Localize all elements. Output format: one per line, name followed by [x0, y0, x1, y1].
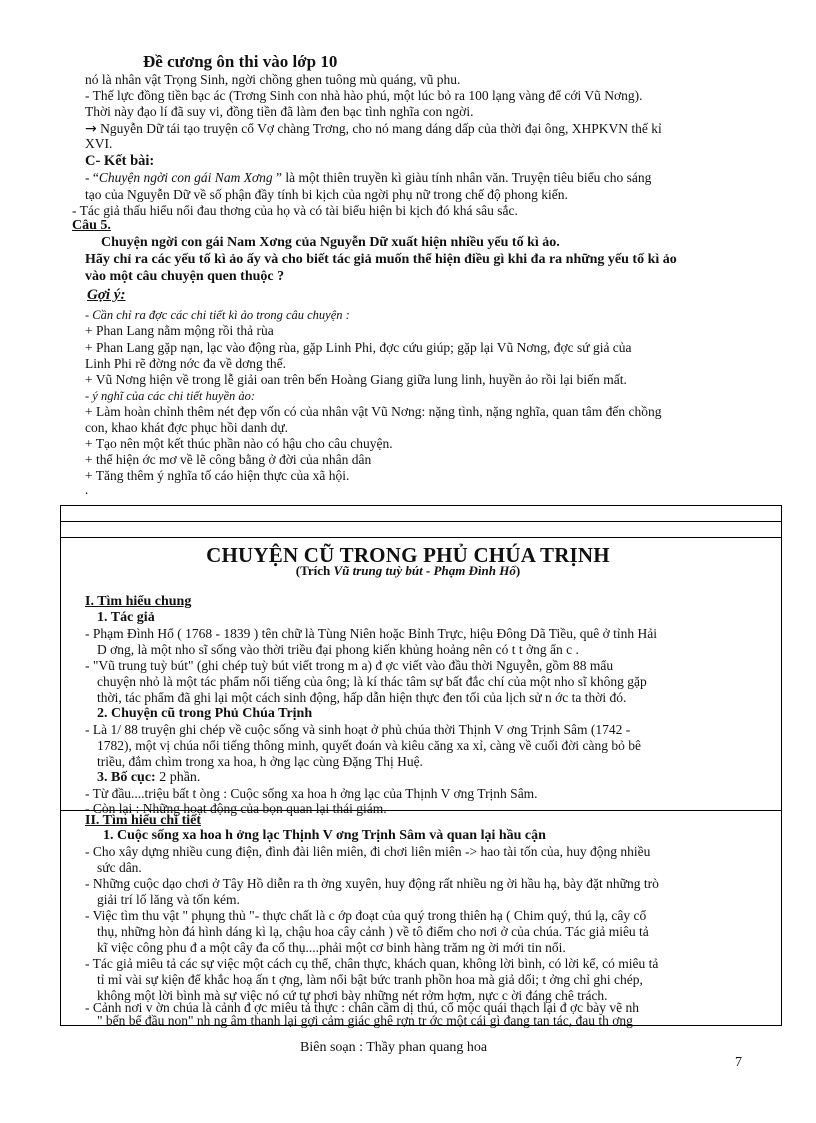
- question-text: Chuyện ngời con gái Nam Xơng của Nguyễn Dữ xuất hiện nhiều yếu tố kì ảo.: [101, 235, 560, 250]
- question-text: Hãy chỉ ra các yếu tố kì ảo ấy và cho biết tác giả muốn thể hiện điều gì khi đa ra những yếu tố kì ảo: [85, 252, 677, 267]
- text-line: - "Vũ trung tuỳ bút" (ghi chép tuỳ bút viết trong m a) đ ợc viết vào đầu thời Nguyễn, gồm 88 mẩu: [85, 658, 614, 673]
- text-line: - Còn lại : Những hoạt động của bọn quan lại thái giám.: [85, 801, 387, 816]
- subsection-heading: 3. Bố cục: 2 phần.: [97, 770, 201, 785]
- text-line: con, khao khát đợc phục hồi danh dự.: [85, 420, 289, 435]
- arrow-icon: →: [85, 121, 97, 137]
- text-line: 1782), một vị chúa nổi tiếng thông minh, quyết đoán và kiêu căng xa xỉ, càng về cuối đời càng bỏ bê: [97, 738, 642, 753]
- text-line: - Phạm Đình Hổ ( 1768 - 1839 ) tên chữ là Tùng Niên hoặc Bỉnh Trực, hiệu Đông Dã Tiều, quê ở tỉnh Hải: [85, 626, 657, 641]
- text-line: kĩ việc công phu đ a một cây đa cổ thụ....phải một cơ binh hàng trăm ng ời mới tin nổi.: [97, 940, 566, 955]
- text-line: nó là nhân vật Trọng Sinh, ngời chồng ghen tuông mù quáng, vũ phu.: [85, 72, 461, 87]
- text-line: + Phan Lang gặp nạn, lạc vào động rùa, gặp Linh Phi, đợc cứu giúp; gặp lại Vũ Nơng, đợc sứ giả của: [85, 340, 632, 355]
- text-line: " bến bể đầu non" nh ng âm thanh lại gợi cảm giác ghê rợn tr ớc một cái gì đang tan tác, đau th ơng: [97, 1013, 633, 1028]
- text-line: → Nguyễn Dữ tái tạo truyện cổ Vợ chàng Trơng, cho nó mang dáng dấp của thời đại ông, XHPKVN thế kỉ: [85, 121, 662, 137]
- text-line: Thời này đạo lí đã suy vi, đồng tiền đã làm đen bạc tình nghĩa con ngời.: [85, 104, 474, 119]
- table-divider: [60, 521, 782, 522]
- text-line: + thể hiện ớc mơ về lẽ công bằng ở đời của nhân dân: [85, 452, 372, 467]
- subsection-heading: 2. Chuyện cũ trong Phủ Chúa Trịnh: [97, 706, 313, 721]
- text-line: - Cần chỉ ra đợc các chi tiết kì ảo trong câu chuyện :: [85, 308, 350, 322]
- text-line: - Tác giả thấu hiểu nổi đau thơng của họ và có tài biểu hiện bi kịch đó khá sâu sắc.: [72, 203, 518, 218]
- text-line: - Là 1/ 88 truyện ghi chép về cuộc sống và sinh hoạt ở phủ chúa thời Thịnh V ơng Trịnh Sâm (1742 -: [85, 722, 631, 737]
- lesson-subtitle: (Trích Vũ trung tuỳ bút - Phạm Đình Hổ): [295, 563, 521, 578]
- section-heading: II. Tìm hiểu chi tiết: [85, 813, 202, 828]
- subsection-heading: 1. Tác giả: [97, 610, 155, 625]
- text-line: D ơng, là một nho sĩ sống vào thời triều đại phong kiến khủng hoảng nên có t t ởng ẩn c .: [97, 642, 579, 657]
- page-header: Đề cương ôn thi vào lớp 10: [143, 52, 338, 71]
- text-line: - Từ đầu....triệu bất t òng : Cuộc sống xa hoa h ởng lạc của Thịnh V ơng Trịnh Sâm.: [85, 786, 538, 801]
- text-line: chuyện nhỏ là một tác phẩm nổi tiếng của ông; là kí thác tâm sự bất đắc chí của một nho sĩ không gặp: [97, 674, 647, 689]
- subsection-heading: 1. Cuộc sống xa hoa h ởng lạc Thịnh V ơng Trịnh Sâm và quan lại hầu cận: [103, 828, 546, 843]
- section-heading: I. Tìm hiểu chung: [85, 594, 192, 609]
- text-line: - ý nghĩ của các chi tiết huyền ảo:: [85, 389, 256, 403]
- page-number: 7: [735, 1055, 742, 1070]
- footer-credit: Biên soạn : Thầy phan quang hoa: [300, 1040, 488, 1055]
- text-line: sức dân.: [97, 860, 142, 875]
- text-line: + Làm hoàn chỉnh thêm nét đẹp vốn có của nhân vật Vũ Nơng: nặng tình, nặng nghĩa, quan tâm đến chồng: [85, 404, 662, 419]
- text-line: - Tác giả miêu tả các sự việc một cách cụ thể, chân thực, khách quan, không lời bình, có lời kể, có miêu tả: [85, 956, 659, 971]
- text-line: + Vũ Nơng hiện về trong lễ giải oan trên bến Hoàng Giang giữa lung linh, huyền ảo rồi lại biến mất.: [85, 372, 627, 387]
- section-heading: C- Kết bài:: [85, 153, 155, 169]
- text-line: - Cảnh nơi v ờn chúa là cảnh đ ợc miêu tả thực : chân cầm dị thú, cổ mộc quái thạch lại đ ợc bày vẽ nh: [85, 1000, 639, 1015]
- text-line: - “Chuyện ngời con gái Nam Xơng ” là một thiên truyền kì giàu tính nhân văn. Truyện tiêu biểu cho sáng: [85, 170, 652, 185]
- text-line: + Phan Lang nằm mộng rồi thả rùa: [85, 323, 274, 338]
- text-line: Linh Phi rẽ đờng nớc đa về dơng thế.: [85, 356, 287, 371]
- text-line: XVI.: [85, 136, 113, 151]
- text-line: giải trí lố lăng và tốn kém.: [97, 892, 240, 907]
- text-line: thụ, những hòn đá hình dáng kì lạ, chậu hoa cây cảnh ) về tô điểm cho nơi ở của chúa. Tác giả miêu tả: [97, 924, 649, 939]
- text-line: triều, đắm chìm trong xa hoa, h ởng lạc cùng Đặng Thị Huệ.: [97, 754, 423, 769]
- text-line: tạo của Nguyễn Dữ về số phận đầy tính bi kịch của ngời phụ nữ trong chế độ phong kiến.: [85, 187, 568, 202]
- text-line: - Việc tìm thu vật " phụng thủ "- thực chất là c ớp đoạt của quý trong thiên hạ ( Chim quý, thú lạ, cây cổ: [85, 908, 647, 923]
- text-line: + Tạo nên một kết thúc phần nào có hậu cho câu chuyện.: [85, 436, 393, 451]
- text-line: thời, tác phẩm đã ghi lại một cách sinh động, hấp dẫn hiện thực đen tối của lịch sử n ớc ta thời đó.: [97, 690, 627, 705]
- lesson-title: CHUYỆN CŨ TRONG PHỦ CHÚA TRỊNH: [206, 543, 610, 567]
- text-line: .: [85, 482, 89, 497]
- text-line: - Những cuộc dạo chơi ở Tây Hồ diễn ra th ờng xuyên, huy động rất nhiều ng ời hầu hạ, bày đặt những trò: [85, 876, 659, 891]
- text-line: tỉ mỉ vài sự kiện để khắc hoạ ấn t ợng, làm nổi bật bức tranh phồn hoa mà giả dối; t ởng chỉ ghi chép,: [97, 972, 643, 987]
- question-label: Câu 5.: [72, 218, 111, 233]
- text-line: không một lời bình mà sự việc nó cứ tự phơi bày những nét rởm hợm, nực c ời đáng chê trách.: [97, 988, 608, 1003]
- table-divider: [60, 537, 782, 538]
- hint-heading: Gợi ý:: [87, 287, 126, 303]
- question-text: vào một câu chuyện quen thuộc ?: [85, 269, 285, 284]
- text-line: + Tăng thêm ý nghĩa tố cáo hiện thực của xã hội.: [85, 468, 350, 483]
- text-line: - Cho xây dựng nhiều cung điện, đình đài liên miên, đi chơi liên miên -> hao tài tốn của, huy động nhiều: [85, 844, 651, 859]
- text-line: - Thế lực đồng tiền bạc ác (Trơng Sinh con nhà hào phú, một lúc bỏ ra 100 lạng vàng để cới Vũ Nơng).: [85, 88, 643, 103]
